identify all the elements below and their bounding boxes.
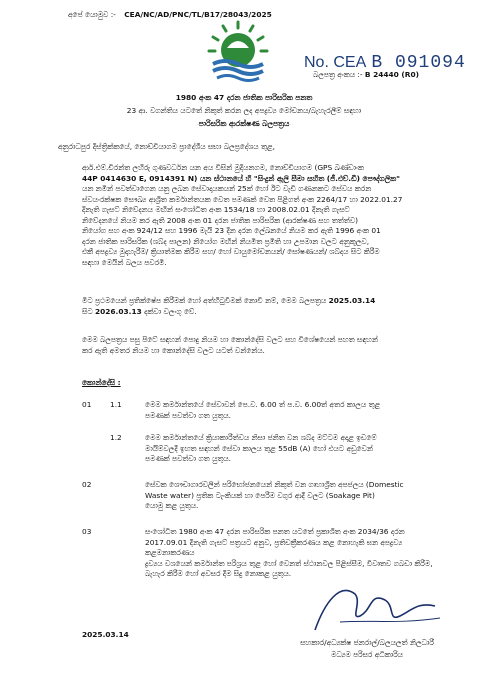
condition-line: පමණක් පවත්වා ගත යුතුය. xyxy=(145,454,231,463)
signature xyxy=(300,572,450,642)
district-line: අනුරාධපුර දිස්ත්‍රික්කයේ, නොච්චියාගම ප්‍රාදේශීය සභා බලප්‍රදේශය තුළ, xyxy=(58,142,275,151)
condition-number: 01 xyxy=(82,400,92,409)
issue-date: 2025.03.14 xyxy=(82,630,129,639)
permit-label: බලපත්‍ර අංකය :- xyxy=(313,70,363,79)
condition-sub-number: 1.2 xyxy=(110,433,122,442)
condition-sub-number: 1.1 xyxy=(110,400,122,409)
valid-to-date: 2026.03.13 xyxy=(94,306,142,316)
serial-number: B 091094 xyxy=(371,53,466,73)
paragraph-line: ස්වයංරක්ෂක සෞඛ්‍ය ආශ්‍රිත කර්මාන්තයක වෙත පමණක් වෙත පිළිගත් අංක 2264/17 හා 2022.01.27 xyxy=(82,194,403,204)
validity-text: දක්වා වලංගු වේ. xyxy=(141,306,197,316)
reference-line xyxy=(68,10,272,21)
condition-line: මෙම කර්මාන්තයේ ක්‍රියාකාරීත්වය නිසා ජනිත වන ශබ්ද මට්ටම අදාළ ඉඩමේ xyxy=(145,433,377,442)
conditions-intro-paragraph xyxy=(82,335,442,356)
signatory-organization: මධ්‍යම පරිසර අධිකාරිය xyxy=(331,650,403,659)
condition-1-2-text xyxy=(145,433,435,465)
paragraph-line: 44P 0414630 E, 0914391 N) යන ස්ථානයේ හි "සිංදුන් ඇලි සීමා සහිත (ජී.එච්.ඩී) පෞද්ගලික" xyxy=(82,173,401,183)
condition-1-1-text xyxy=(145,400,435,421)
paragraph-line: කර ඇති අමතර නියම හා කොන්දේසි වලට යටත් වන්නේය. xyxy=(82,345,265,355)
paragraph-line: සඳහා මෙයින් බලය පවරමි. xyxy=(82,257,167,267)
condition-line: සේවක ශෞචාගාරවලින් පරිභෝජනයෙන් නිකුත් වන ගෘහාශ්‍රිත අපජලය (Domestic xyxy=(145,480,404,489)
validity-paragraph xyxy=(82,296,442,317)
permit-number: B 24440 (R0) xyxy=(364,70,419,79)
paragraph-line: යන නමින් පවත්වාගෙන යනු ලබන සේවාදායකයන් 25ක් හෝ ඊට වැඩි ගණනකට සේවය කරන xyxy=(82,184,372,193)
title-line-1: 1980 අංක 47 දරන ජාතික පාරිසරික පනත xyxy=(175,93,313,102)
paragraph-line: නිවේදනයේ නියම කර ඇති 2008 අංක 01 දරන ජාතික පාරිසරික (ආරක්ෂණ සහ තත්ත්ව) xyxy=(82,215,358,225)
cea-logo-graphic xyxy=(205,20,271,86)
paragraph-line: එකී අපද්‍රව්‍ය මුදාහැරීම/ ක්‍රියාත්මක කිරීම සහ/ හෝ වායුමෝචනයන්/ සෝෂණයන්/ ශබ්දය සිට කිරීම xyxy=(82,247,380,256)
title-line-2: 23 ආ. වගන්තිය යටතේ නිකුත් කරන ලද අපද්‍රව්‍ය මෝචනය/බැහැරලීම් සඳහා xyxy=(126,106,362,115)
conditions-heading: කොන්දේසි : xyxy=(82,378,121,387)
condition-line: මෙම කර්මාන්තයේ සේවාවන් පෙ.ව. 6.00 ත් ප.ව. 6.00ත් අතර කාලය තුළ xyxy=(145,400,381,409)
permit-number-line xyxy=(313,70,419,81)
serial-prefix: No. CEA xyxy=(304,54,367,71)
condition-line: පමණක් පවත්වා ගත යුතුය. xyxy=(145,410,231,420)
paragraph-line: දරන ජාතික පාරිසරික (ශබ්ද පාලන) නියෝග මඟින් නියමිත ප්‍රමිති හා උපමාන වලට අනුකූලව, xyxy=(82,236,370,246)
title-line-3: පාරිසරික ආරක්ෂණ බලපත්‍රය xyxy=(198,119,290,128)
reference-label: අපේ යොමුව :- xyxy=(68,10,116,19)
validity-text: මීට ප්‍රථමයෙන් ප්‍රතික්ෂේප කිරීමක් හෝ අත්හිටුවීමක් නොවී නම්, මෙම බලපත්‍රය xyxy=(82,296,329,305)
validity-text: සිට xyxy=(82,306,95,316)
paragraph-line: නියෝග සහ අංක 924/12 සහ 1996 මැයි 23 දින දරන ලේඛනයේ නියම කර ඇති 1996 අංක 01 xyxy=(82,226,381,235)
condition-line: බැහැර කිරීම හෝ අවසර දීම සිදු නොකළ යුතුය. xyxy=(145,569,292,578)
validity-line-1 xyxy=(82,296,442,307)
condition-line: සංශෝධිත 1980 අංක 47 දරන පාරිසරික පනත යටතේ ප්‍රකාශිත අංක 2034/36 දරන xyxy=(145,527,405,536)
paragraph-line: ආර්.එම්.චිරන්ත ලහිරු ගුණවර්ධන යන අය විසින් මුදියනගම, නොච්චියාගම (GPS ඛණ්ඩාංක xyxy=(82,163,364,172)
valid-from-date: 2025.03.14 xyxy=(328,296,376,305)
reference-number: CEA/NC/AD/PNC/TL/B17/28043/2025 xyxy=(124,10,272,19)
paragraph-line: දිනැති ගැසට් නිවේදනය මඟින් සංශෝධිත අංක 1534/18 හා 2008.02.01 දිනැති ගැසට් xyxy=(82,205,350,214)
authorization-paragraph xyxy=(82,163,434,268)
condition-line: 2017.09.01 දිනැති ගැසට් පත්‍රයට අනුව, ප්‍රතිචක්‍රීකරණය කළ නොහැකි ඝන අපද්‍රව්‍ය කළමනාකරණය xyxy=(145,537,403,557)
paragraph-line: මෙම බලපත්‍රය පසු පිටේ සඳහන් පොදු නියම හා කොන්දේසි වලට සහ විශේෂයෙන් පහත සඳහන් xyxy=(82,335,378,344)
condition-line: Waste water) ප්‍රතික ටැංකියක් හා පෙරීම වගුර ආදී වලට (Soakage Pit) xyxy=(145,490,375,500)
cea-logo xyxy=(205,20,271,86)
condition-number: 02 xyxy=(82,480,92,489)
condition-2-text xyxy=(145,480,435,512)
condition-line: මායිම්වලදී ඉහත සඳහන් සේවා කාලය තුළ 55dB (A) හෝ එයට අඩුවෙන් xyxy=(145,443,373,453)
signature-graphic xyxy=(300,572,450,642)
signatory-title: සහකාර/අධ්‍යක්ෂ ජනරාල්/බලයලත් නිලධාරී xyxy=(300,638,434,647)
condition-number: 03 xyxy=(82,527,92,536)
condition-line: යොමු කළ යුතුය. xyxy=(145,501,199,510)
condition-line: ද්‍රව්‍යය වශයෙන් කර්මාන්ත පරිශ්‍රය තුළ හෝ වෙනත් ස්ථානවල පිළිස්සීම, විවෘතව ගබඩා කිරීම, xyxy=(145,558,433,568)
validity-line-2 xyxy=(82,307,442,318)
